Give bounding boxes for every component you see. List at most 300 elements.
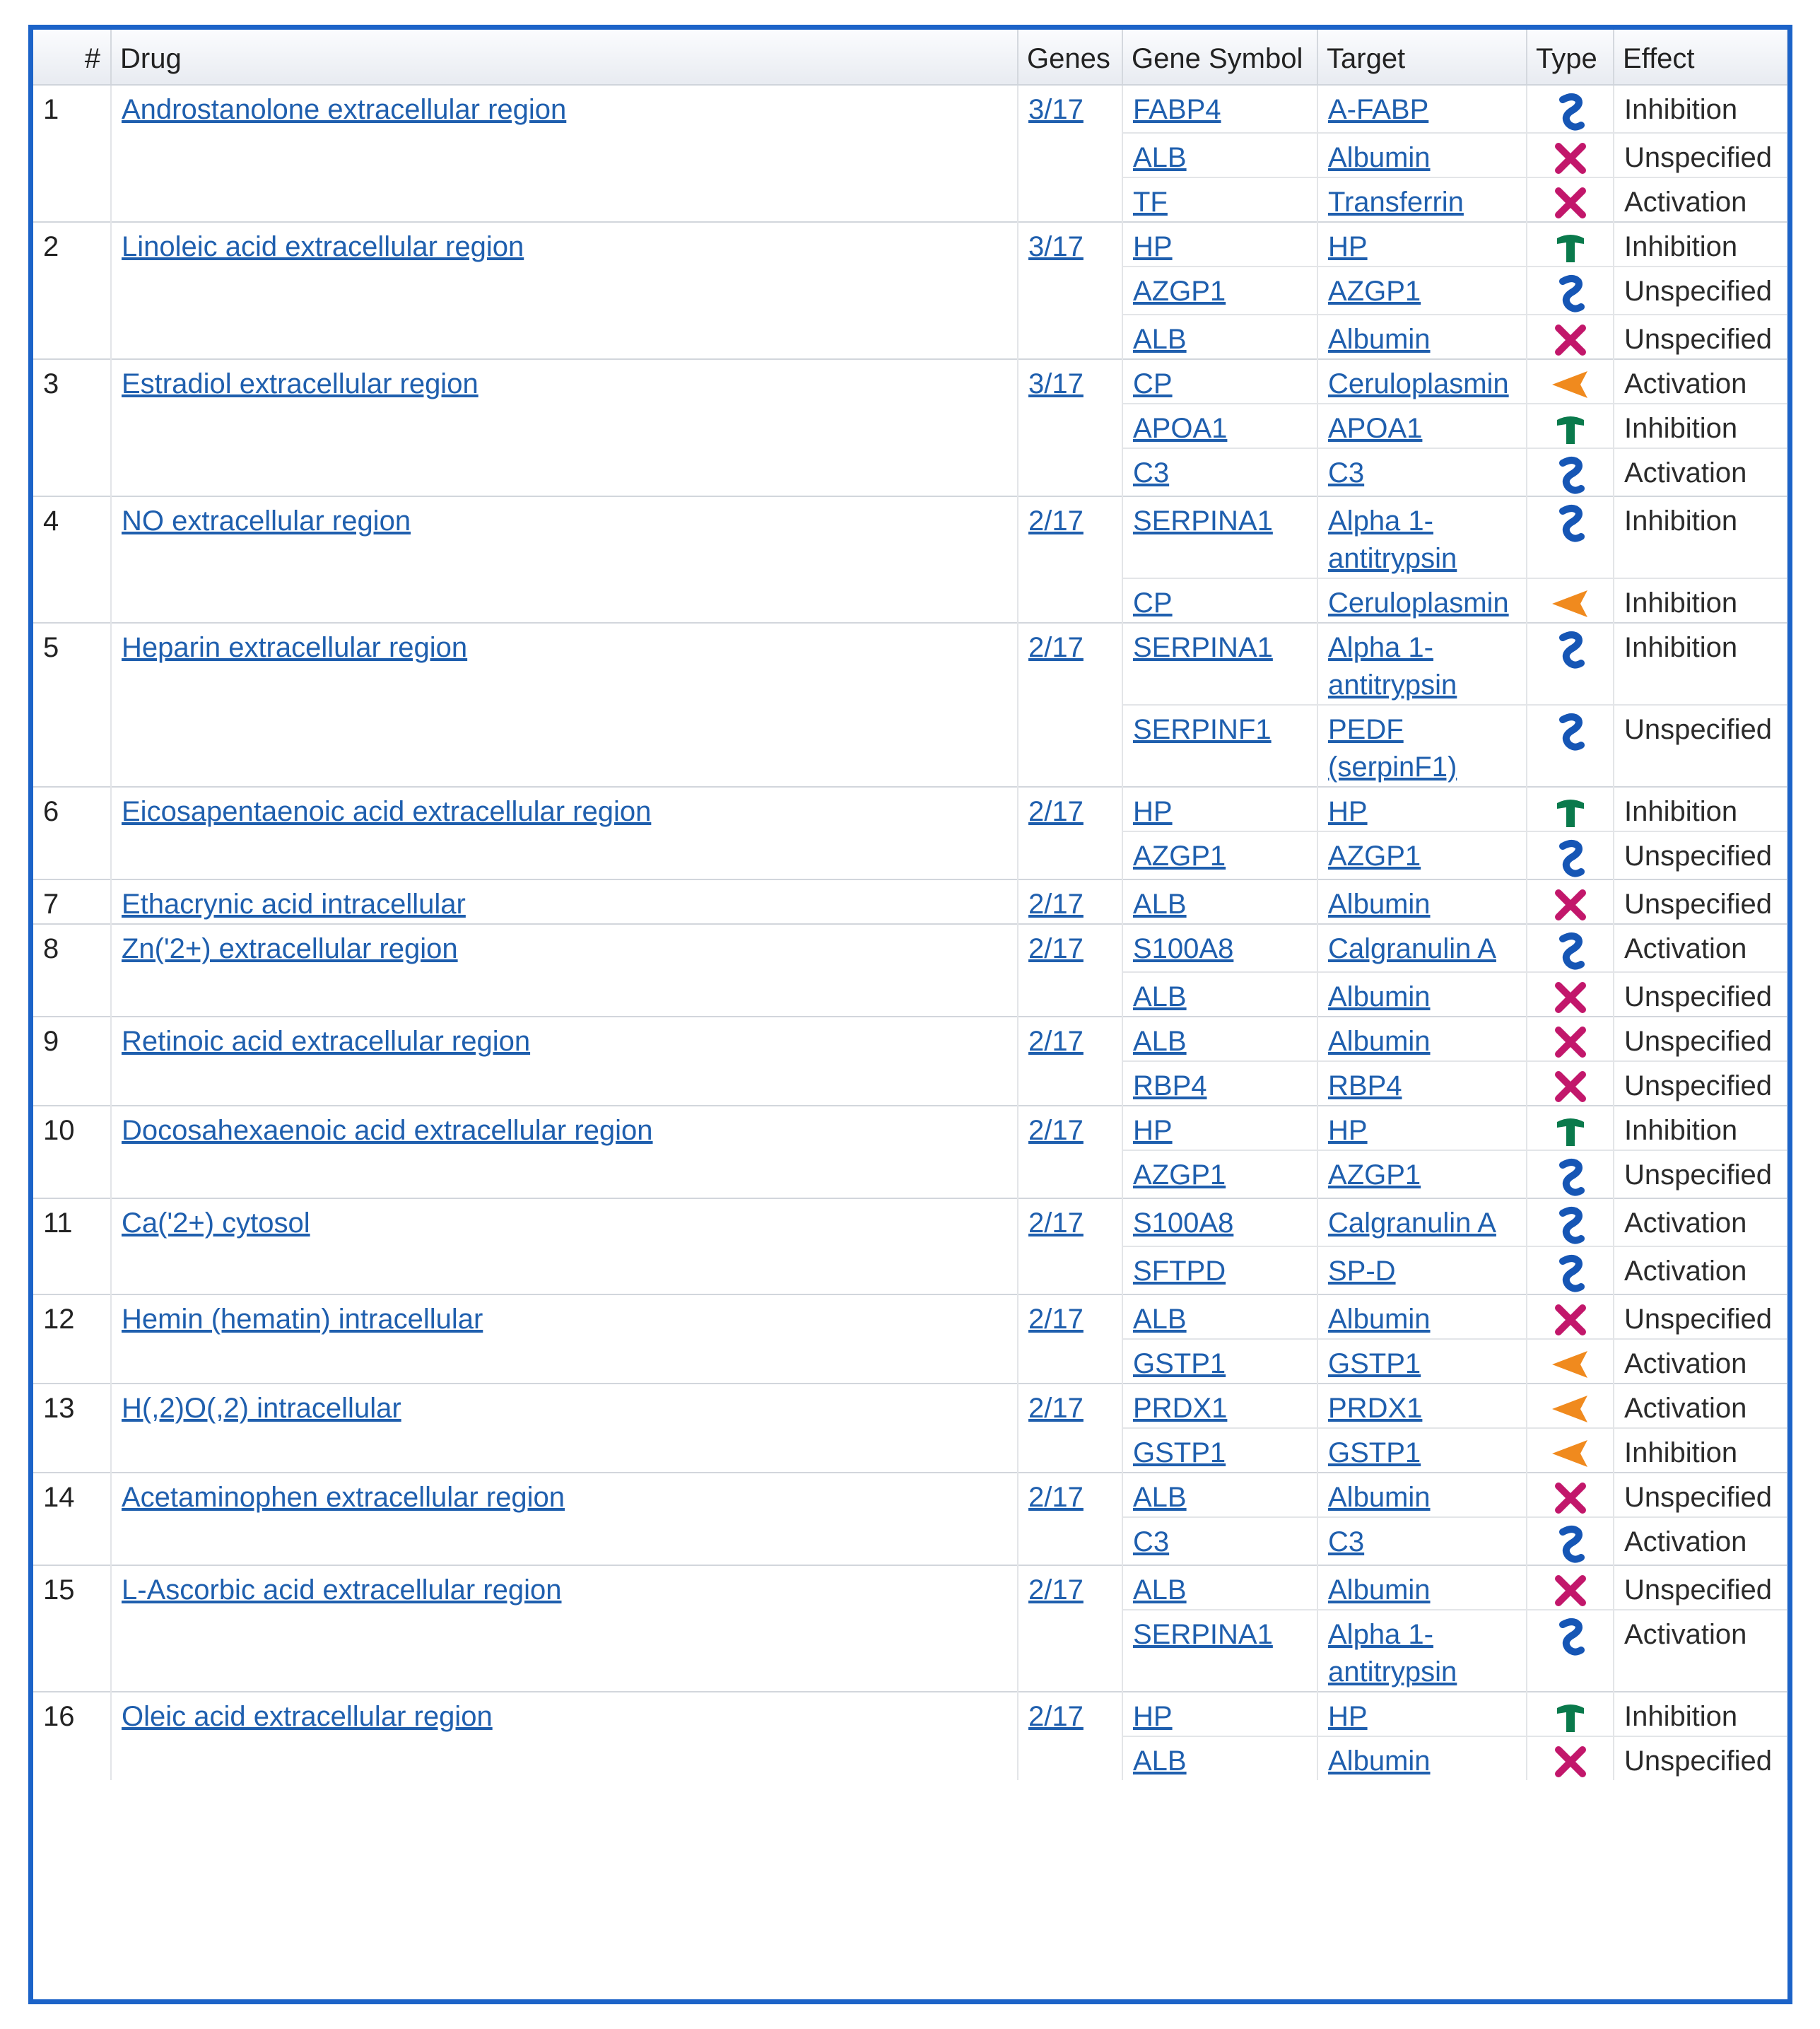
target-link[interactable]: GSTP1 [1328, 1437, 1421, 1468]
table-body [33, 85, 1787, 1780]
gene-symbol-link[interactable]: ALB [1133, 142, 1187, 173]
arrow-left-icon [1527, 1436, 1613, 1471]
gene-symbol-link[interactable]: AZGP1 [1133, 841, 1226, 872]
gene-symbol-link[interactable]: SERPINA1 [1133, 632, 1273, 663]
effect-cell: Activation [1614, 359, 1787, 404]
row-number: 16 [33, 1692, 111, 1736]
drug-link[interactable]: Retinoic acid extracellular region [122, 1026, 531, 1057]
gene-symbol-link[interactable]: SERPINA1 [1133, 505, 1273, 537]
gene-symbol-link[interactable]: HP [1133, 231, 1173, 262]
genes-ratio-link[interactable]: 3/17 [1028, 94, 1084, 125]
genes-cell-empty [1018, 1150, 1122, 1198]
table-row [33, 404, 1787, 448]
squiggle-icon [1527, 631, 1613, 670]
type-cell [1527, 448, 1614, 496]
effect-cell: Activation [1614, 1384, 1787, 1428]
effect-cell: Inhibition [1614, 787, 1787, 831]
t-icon [1527, 1700, 1613, 1735]
genes-ratio-link[interactable]: 2/17 [1028, 1208, 1084, 1239]
target-cell [1317, 1150, 1527, 1198]
squiggle-icon [1527, 93, 1613, 132]
row-number-empty [33, 1150, 111, 1198]
drug-link[interactable]: NO extracellular region [122, 505, 411, 537]
target-link[interactable]: Albumin [1328, 889, 1431, 920]
drug-link[interactable]: Estradiol extracellular region [122, 368, 479, 399]
type-cell [1527, 1246, 1614, 1294]
gene-symbol-cell [1122, 1150, 1317, 1198]
gene-symbol-link[interactable]: GSTP1 [1133, 1348, 1226, 1379]
drug-link[interactable]: Oleic acid extracellular region [122, 1701, 493, 1732]
drug-cell-empty [111, 831, 1018, 879]
genes-ratio-link[interactable]: 2/17 [1028, 796, 1084, 827]
drug-cell [111, 1017, 1018, 1061]
row-number: 7 [33, 879, 111, 924]
type-cell [1527, 578, 1614, 623]
row-number-empty [33, 404, 111, 448]
table-row [33, 1150, 1787, 1198]
target-link[interactable]: Albumin [1328, 1026, 1431, 1057]
type-cell [1527, 1692, 1614, 1736]
effect-cell: Unspecified [1614, 705, 1787, 787]
effect-cell: Activation [1614, 1517, 1787, 1565]
drug-link[interactable]: Eicosapentaenoic acid extracellular region [122, 796, 652, 827]
drug-link[interactable]: Ethacrynic acid intracellular [122, 889, 466, 920]
gene-symbol-link[interactable]: ALB [1133, 1482, 1187, 1513]
x-icon [1527, 1480, 1613, 1516]
type-cell [1527, 1517, 1614, 1565]
target-link[interactable]: AZGP1 [1328, 276, 1421, 307]
target-cell [1317, 1517, 1527, 1565]
table-row [33, 1246, 1787, 1294]
target-link[interactable]: Albumin [1328, 1746, 1431, 1777]
genes-cell [1018, 1692, 1122, 1736]
target-cell [1317, 1473, 1527, 1517]
table-row [33, 85, 1787, 133]
table-row [33, 1692, 1787, 1736]
type-cell [1527, 787, 1614, 831]
gene-symbol-link[interactable]: ALB [1133, 1304, 1187, 1335]
row-number: 13 [33, 1384, 111, 1428]
table-row [33, 787, 1787, 831]
drug-cell-empty [111, 705, 1018, 787]
squiggle-icon [1527, 932, 1613, 971]
squiggle-icon [1527, 456, 1613, 496]
genes-cell [1018, 787, 1122, 831]
genes-ratio-link[interactable]: 2/17 [1028, 632, 1084, 663]
gene-symbol-link[interactable]: APOA1 [1133, 413, 1228, 444]
effect-cell: Activation [1614, 924, 1787, 972]
gene-symbol-link[interactable]: S100A8 [1133, 933, 1234, 964]
genes-cell-empty [1018, 578, 1122, 623]
table-row [33, 705, 1787, 787]
type-cell [1527, 222, 1614, 267]
target-link[interactable]: Calgranulin A [1328, 933, 1496, 964]
effect-cell: Unspecified [1614, 1294, 1787, 1339]
drug-cell [111, 1473, 1018, 1517]
target-link[interactable]: Albumin [1328, 981, 1431, 1012]
drug-cell [111, 879, 1018, 924]
drug-cell-empty [111, 1150, 1018, 1198]
gene-symbol-cell [1122, 1565, 1317, 1610]
table-row [33, 623, 1787, 705]
target-link[interactable]: RBP4 [1328, 1070, 1402, 1101]
gene-symbol-link[interactable]: PRDX1 [1133, 1393, 1228, 1424]
target-cell [1317, 924, 1527, 972]
drug-cell-empty [111, 1517, 1018, 1565]
table-row [33, 448, 1787, 496]
table-row [33, 177, 1787, 222]
squiggle-icon [1527, 1254, 1613, 1294]
effect-cell: Inhibition [1614, 404, 1787, 448]
gene-symbol-link[interactable]: RBP4 [1133, 1070, 1207, 1101]
genes-ratio-link[interactable]: 2/17 [1028, 1482, 1084, 1513]
table-row [33, 1517, 1787, 1565]
target-link[interactable]: Alpha 1-antitrypsin [1328, 505, 1457, 574]
effect-cell: Inhibition [1614, 222, 1787, 267]
squiggle-icon [1527, 504, 1613, 544]
t-icon [1527, 411, 1613, 447]
genes-cell [1018, 879, 1122, 924]
type-cell [1527, 85, 1614, 133]
row-number: 4 [33, 496, 111, 578]
drug-cell [111, 623, 1018, 705]
gene-symbol-link[interactable]: HP [1133, 796, 1173, 827]
drug-link[interactable]: Zn('2+) extracellular region [122, 933, 458, 964]
target-link[interactable]: Ceruloplasmin [1328, 587, 1509, 619]
drug-link[interactable]: Ca('2+) cytosol [122, 1208, 310, 1239]
column-header-genes[interactable]: Genes [1018, 30, 1122, 85]
table-row [33, 879, 1787, 924]
gene-symbol-link[interactable]: C3 [1133, 457, 1170, 489]
gene-symbol-link[interactable]: SERPINA1 [1133, 1619, 1273, 1650]
target-link[interactable]: AZGP1 [1328, 1159, 1421, 1191]
type-cell [1527, 1736, 1614, 1780]
target-cell [1317, 315, 1527, 359]
genes-cell-empty [1018, 705, 1122, 787]
gene-symbol-cell [1122, 177, 1317, 222]
gene-symbol-link[interactable]: S100A8 [1133, 1208, 1234, 1239]
row-number: 6 [33, 787, 111, 831]
drug-cell-empty [111, 1610, 1018, 1692]
target-link[interactable]: Albumin [1328, 1574, 1431, 1606]
effect-cell: Unspecified [1614, 831, 1787, 879]
row-number-empty [33, 972, 111, 1017]
target-cell [1317, 1428, 1527, 1473]
target-cell [1317, 1106, 1527, 1150]
genes-cell-empty [1018, 448, 1122, 496]
row-number: 14 [33, 1473, 111, 1517]
column-header-drug[interactable]: Drug [111, 30, 1018, 85]
squiggle-icon [1527, 1158, 1613, 1198]
type-cell [1527, 1565, 1614, 1610]
table-row [33, 267, 1787, 315]
type-cell [1527, 359, 1614, 404]
table-header-row [33, 30, 1787, 85]
row-number: 8 [33, 924, 111, 972]
target-link[interactable]: SP-D [1328, 1256, 1396, 1287]
arrow-left-icon [1527, 1391, 1613, 1427]
gene-symbol-link[interactable]: C3 [1133, 1526, 1170, 1557]
target-link[interactable]: HP [1328, 796, 1368, 827]
type-cell [1527, 496, 1614, 578]
target-link[interactable]: Transferrin [1328, 187, 1464, 218]
target-cell [1317, 267, 1527, 315]
gene-symbol-link[interactable]: CP [1133, 368, 1173, 399]
target-link[interactable]: HP [1328, 231, 1368, 262]
target-cell [1317, 359, 1527, 404]
target-link[interactable]: A-FABP [1328, 94, 1429, 125]
genes-ratio-link[interactable]: 3/17 [1028, 231, 1084, 262]
gene-symbol-cell [1122, 1017, 1317, 1061]
squiggle-icon [1527, 713, 1613, 752]
drug-link[interactable]: H(,2)O(,2) intracellular [122, 1393, 401, 1424]
genes-cell [1018, 1565, 1122, 1610]
target-cell [1317, 496, 1527, 578]
gene-symbol-cell [1122, 924, 1317, 972]
genes-cell-empty [1018, 177, 1122, 222]
row-number: 15 [33, 1565, 111, 1610]
column-header-target[interactable]: Target [1317, 30, 1527, 85]
genes-ratio-link[interactable]: 2/17 [1028, 889, 1084, 920]
t-icon [1527, 230, 1613, 265]
drug-cell-empty [111, 404, 1018, 448]
arrow-left-icon [1527, 1347, 1613, 1382]
genes-cell [1018, 359, 1122, 404]
table-row [33, 1061, 1787, 1106]
drug-link[interactable]: Acetaminophen extracellular region [122, 1482, 565, 1513]
drug-link[interactable]: Heparin extracellular region [122, 632, 468, 663]
gene-symbol-link[interactable]: GSTP1 [1133, 1437, 1226, 1468]
x-icon [1527, 1744, 1613, 1779]
gene-symbol-cell [1122, 315, 1317, 359]
target-link[interactable]: Albumin [1328, 1482, 1431, 1513]
target-link[interactable]: Ceruloplasmin [1328, 368, 1509, 399]
arrow-left-icon [1527, 586, 1613, 621]
genes-ratio-link[interactable]: 2/17 [1028, 1115, 1084, 1146]
target-cell [1317, 1610, 1527, 1692]
genes-ratio-link[interactable]: 2/17 [1028, 505, 1084, 537]
effect-cell: Unspecified [1614, 133, 1787, 177]
target-link[interactable]: Alpha 1-antitrypsin [1328, 1619, 1457, 1688]
genes-cell [1018, 1384, 1122, 1428]
table-row [33, 359, 1787, 404]
table-row [33, 315, 1787, 359]
gene-symbol-link[interactable]: HP [1133, 1115, 1173, 1146]
gene-symbol-link[interactable]: AZGP1 [1133, 276, 1226, 307]
gene-symbol-cell [1122, 1428, 1317, 1473]
gene-symbol-link[interactable]: ALB [1133, 889, 1187, 920]
drug-cell [111, 85, 1018, 133]
genes-cell [1018, 85, 1122, 133]
genes-cell-empty [1018, 831, 1122, 879]
target-link[interactable]: PEDF (serpinF1) [1328, 714, 1457, 783]
table-row [33, 1198, 1787, 1246]
gene-symbol-cell [1122, 972, 1317, 1017]
target-link[interactable]: Albumin [1328, 1304, 1431, 1335]
type-cell [1527, 1198, 1614, 1246]
table-row [33, 1565, 1787, 1610]
target-link[interactable]: C3 [1328, 1526, 1365, 1557]
gene-symbol-link[interactable]: SERPINF1 [1133, 714, 1272, 745]
column-header-gene-symbol[interactable]: Gene Symbol [1122, 30, 1317, 85]
target-cell [1317, 1692, 1527, 1736]
x-icon [1527, 1024, 1613, 1060]
target-link[interactable]: APOA1 [1328, 413, 1423, 444]
target-cell [1317, 578, 1527, 623]
target-cell [1317, 787, 1527, 831]
drug-cell [111, 359, 1018, 404]
table-row [33, 1106, 1787, 1150]
gene-symbol-link[interactable]: ALB [1133, 981, 1187, 1012]
type-cell [1527, 879, 1614, 924]
row-number: 11 [33, 1198, 111, 1246]
effect-cell: Activation [1614, 1339, 1787, 1384]
gene-symbol-link[interactable]: ALB [1133, 1574, 1187, 1606]
target-link[interactable]: Calgranulin A [1328, 1208, 1496, 1239]
drug-cell-empty [111, 133, 1018, 177]
target-link[interactable]: Alpha 1-antitrypsin [1328, 632, 1457, 701]
type-cell [1527, 1384, 1614, 1428]
column-header-type[interactable]: Type [1527, 30, 1614, 85]
target-cell [1317, 623, 1527, 705]
gene-symbol-link[interactable]: FABP4 [1133, 94, 1221, 125]
target-cell [1317, 133, 1527, 177]
type-cell [1527, 705, 1614, 787]
drug-link[interactable]: Hemin (hematin) intracellular [122, 1304, 483, 1335]
type-cell [1527, 623, 1614, 705]
table-row [33, 1384, 1787, 1428]
target-cell [1317, 879, 1527, 924]
target-cell [1317, 831, 1527, 879]
type-cell [1527, 972, 1614, 1017]
target-link[interactable]: GSTP1 [1328, 1348, 1421, 1379]
table-row [33, 578, 1787, 623]
target-link[interactable]: HP [1328, 1701, 1368, 1732]
effect-cell: Unspecified [1614, 1017, 1787, 1061]
genes-cell-empty [1018, 267, 1122, 315]
column-header-effect[interactable]: Effect [1614, 30, 1787, 85]
target-cell [1317, 1736, 1527, 1780]
genes-cell-empty [1018, 1610, 1122, 1692]
target-link[interactable]: HP [1328, 1115, 1368, 1146]
gene-symbol-link[interactable]: ALB [1133, 324, 1187, 355]
gene-symbol-link[interactable]: HP [1133, 1701, 1173, 1732]
gene-symbol-cell [1122, 133, 1317, 177]
drug-cell-empty [111, 1061, 1018, 1106]
gene-symbol-cell [1122, 267, 1317, 315]
drug-cell-empty [111, 1428, 1018, 1473]
row-number-empty [33, 177, 111, 222]
drug-cell-empty [111, 1339, 1018, 1384]
gene-symbol-cell [1122, 1736, 1317, 1780]
drug-cell-empty [111, 972, 1018, 1017]
table-row [33, 1339, 1787, 1384]
genes-cell-empty [1018, 133, 1122, 177]
type-cell [1527, 404, 1614, 448]
effect-cell: Activation [1614, 1198, 1787, 1246]
drug-cell-empty [111, 177, 1018, 222]
genes-ratio-link[interactable]: 3/17 [1028, 368, 1084, 399]
row-number: 1 [33, 85, 111, 133]
target-cell [1317, 705, 1527, 787]
gene-symbol-cell [1122, 1246, 1317, 1294]
target-cell [1317, 1061, 1527, 1106]
genes-ratio-link[interactable]: 2/17 [1028, 933, 1084, 964]
gene-symbol-cell [1122, 1517, 1317, 1565]
target-link[interactable]: Albumin [1328, 324, 1431, 355]
target-link[interactable]: Albumin [1328, 142, 1431, 173]
drug-cell-empty [111, 1246, 1018, 1294]
drug-cell [111, 1384, 1018, 1428]
row-number-empty [33, 133, 111, 177]
drug-cell [111, 1106, 1018, 1150]
table-row [33, 1610, 1787, 1692]
effect-cell: Inhibition [1614, 1692, 1787, 1736]
target-link[interactable]: AZGP1 [1328, 841, 1421, 872]
genes-ratio-link[interactable]: 2/17 [1028, 1701, 1084, 1732]
drug-link[interactable]: Linoleic acid extracellular region [122, 231, 524, 262]
drug-target-table [33, 30, 1788, 1780]
table-row [33, 831, 1787, 879]
genes-cell-empty [1018, 1339, 1122, 1384]
type-cell [1527, 1294, 1614, 1339]
row-number: 3 [33, 359, 111, 404]
gene-symbol-link[interactable]: AZGP1 [1133, 1159, 1226, 1191]
target-link[interactable]: C3 [1328, 457, 1365, 489]
gene-symbol-link[interactable]: ALB [1133, 1746, 1187, 1777]
t-icon [1527, 795, 1613, 830]
gene-symbol-cell [1122, 1384, 1317, 1428]
drug-link[interactable]: Androstanolone extracellular region [122, 94, 567, 125]
target-cell [1317, 177, 1527, 222]
type-cell [1527, 315, 1614, 359]
gene-symbol-cell [1122, 1061, 1317, 1106]
column-header-number[interactable]: # [33, 30, 111, 85]
gene-symbol-link[interactable]: ALB [1133, 1026, 1187, 1057]
row-number: 5 [33, 623, 111, 705]
row-number-empty [33, 1339, 111, 1384]
row-number-empty [33, 1428, 111, 1473]
target-cell [1317, 1017, 1527, 1061]
effect-cell: Unspecified [1614, 1736, 1787, 1780]
target-cell [1317, 1565, 1527, 1610]
gene-symbol-link[interactable]: SFTPD [1133, 1256, 1226, 1287]
gene-symbol-cell [1122, 359, 1317, 404]
effect-cell: Unspecified [1614, 972, 1787, 1017]
x-icon [1527, 887, 1613, 923]
effect-cell: Unspecified [1614, 879, 1787, 924]
genes-cell-empty [1018, 1061, 1122, 1106]
gene-symbol-link[interactable]: TF [1133, 187, 1168, 218]
effect-cell: Inhibition [1614, 578, 1787, 623]
genes-ratio-link[interactable]: 2/17 [1028, 1393, 1084, 1424]
row-number-empty [33, 315, 111, 359]
gene-symbol-cell [1122, 578, 1317, 623]
drug-link[interactable]: Docosahexaenoic acid extracellular region [122, 1115, 653, 1146]
genes-ratio-link[interactable]: 2/17 [1028, 1574, 1084, 1606]
x-icon [1527, 1302, 1613, 1338]
genes-ratio-link[interactable]: 2/17 [1028, 1304, 1084, 1335]
type-cell [1527, 1106, 1614, 1150]
drug-link[interactable]: L-Ascorbic acid extracellular region [122, 1574, 562, 1606]
target-cell [1317, 1246, 1527, 1294]
genes-ratio-link[interactable]: 2/17 [1028, 1026, 1084, 1057]
row-number-empty [33, 1610, 111, 1692]
target-link[interactable]: PRDX1 [1328, 1393, 1423, 1424]
gene-symbol-link[interactable]: CP [1133, 587, 1173, 619]
t-icon [1527, 1113, 1613, 1149]
drug-cell-empty [111, 267, 1018, 315]
